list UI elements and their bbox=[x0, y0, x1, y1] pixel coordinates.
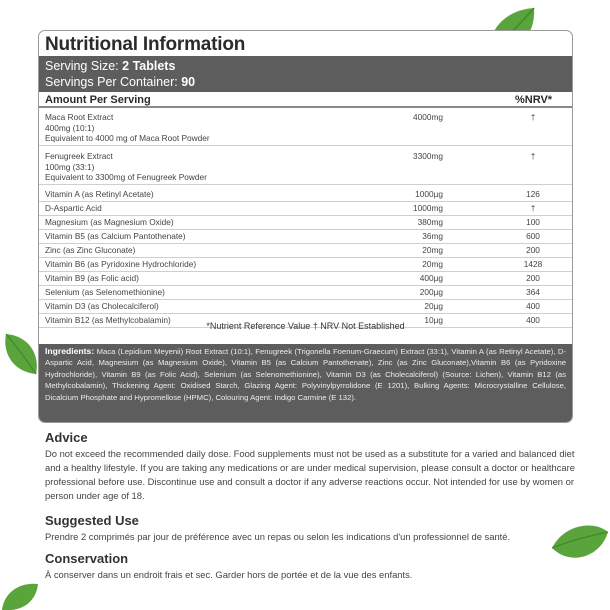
nutrient-nrv: 126 bbox=[526, 189, 540, 199]
ingredients-label: Ingredients: bbox=[45, 346, 95, 356]
nutrient-row bbox=[39, 272, 572, 286]
nutrient-name: Vitamin D3 (as Cholecalciferol) bbox=[45, 301, 159, 311]
suggested-use-section bbox=[45, 513, 575, 544]
amount-per-serving-header: Amount Per Serving bbox=[45, 94, 151, 106]
panel-title: Nutritional Information bbox=[45, 34, 246, 55]
nutrient-name: Vitamin B6 (as Pyridoxine Hydrochloride) bbox=[45, 259, 197, 269]
nutrient-amount: 200µg bbox=[419, 287, 443, 297]
nutrient-nrv: 200 bbox=[526, 273, 540, 283]
nutrient-amount: 3300mg bbox=[413, 151, 443, 161]
nutrient-name: Vitamin B5 (as Calcium Pantothenate) bbox=[45, 231, 186, 241]
amount-header-row bbox=[39, 92, 572, 108]
nutrient-amount: 20mg bbox=[422, 245, 443, 255]
nutrient-amount: 1000µg bbox=[415, 189, 443, 199]
ingredients-block bbox=[39, 344, 572, 423]
nutrient-amount: 1000mg bbox=[413, 203, 443, 213]
nrv-footnote: *Nutrient Reference Value † NRV Not Established bbox=[206, 321, 405, 331]
nutrient-nrv: † bbox=[530, 203, 536, 213]
nutrient-row bbox=[39, 300, 572, 314]
nutrient-row bbox=[39, 202, 572, 216]
nutrient-nrv: 1428 bbox=[523, 259, 543, 269]
nutrient-nrv: 364 bbox=[526, 287, 540, 297]
nutrition-panel bbox=[38, 30, 573, 423]
conservation-text: À conserver dans un endroit frais et sec. Garder hors de portée et de la vue des enfants. bbox=[45, 569, 413, 580]
nutrient-row bbox=[39, 216, 572, 230]
advice-text: Do not exceed the recommended daily dose. Food supplements must not be used as a substitute for a varied and balanced diet and a healthy lifestyle. If you are taking any medications or are under medical supervision, please consult a doctor or healthcare professional before use. Discontinue use and consult a doctor if any adverse reactions occur. Not intended for use by women or person under age of 18. bbox=[45, 448, 575, 501]
nutrient-amount: 20µg bbox=[424, 301, 443, 311]
nutrient-amount: 36mg bbox=[422, 231, 443, 241]
servings-per-container-line bbox=[45, 74, 566, 90]
nutrient-row bbox=[39, 150, 572, 185]
nutrient-detail: Equivalent to 3300mg of Fenugreek Powder bbox=[45, 172, 207, 183]
nutrient-nrv: † bbox=[530, 112, 536, 122]
nutrient-detail: 100mg (33:1) bbox=[45, 161, 95, 172]
nutrient-name: Vitamin B9 (as Folic acid) bbox=[45, 273, 139, 283]
nutrient-name: Vitamin B12 (as Methylcobalamin) bbox=[45, 315, 171, 325]
nrv-header: %NRV* bbox=[515, 94, 553, 106]
nutrient-amount: 10µg bbox=[424, 315, 443, 325]
nutrient-amount: 400µg bbox=[419, 273, 443, 283]
serving-size-value: 2 Tablets bbox=[122, 59, 176, 73]
suggested-use-text: Prendre 2 comprimés par jour de préférence avec un repas ou selon les indications d'un professionnel de santé. bbox=[45, 531, 511, 542]
conservation-title: Conservation bbox=[45, 551, 129, 566]
nutrient-amount: 20mg bbox=[422, 259, 443, 269]
nutrient-name: D-Aspartic Acid bbox=[45, 203, 102, 213]
nutrient-name: Magnesium (as Magnesium Oxide) bbox=[45, 217, 174, 227]
nutrient-detail: Equivalent to 4000 mg of Maca Root Powder bbox=[45, 133, 210, 144]
nutrient-nrv: 400 bbox=[526, 315, 540, 325]
nutrient-amount: 380mg bbox=[417, 217, 443, 227]
suggested-use-title: Suggested Use bbox=[45, 513, 139, 528]
nutrient-row bbox=[39, 188, 572, 202]
nutrient-amount: 4000mg bbox=[413, 112, 443, 122]
servings-label: Servings Per Container: bbox=[45, 75, 178, 89]
nutrient-nrv: 400 bbox=[526, 301, 540, 311]
ingredients-text: Maca (Lepidium Meyenii) Root Extract (10:1), Fenugreek (Trigonella Foenum-Graecum) Extract (33:1), Vitamin A (as Retinyl Acetate), D-Aspartic Acid, Magnesium (as Magnesium Oxide), Vitamin B5 (as Calcium Pantothenate), Zinc (as Zinc Gluconate),Vitamin B6 (as Pyridoxine Hydrochloride), Vitamin B9 (as Folic Acid), Selenium (as Selenomethionine), Vitamin D3 (as Cholecalciferol) (Source: Lichen), Vitamin B12 (as Methylcobalamin), Thickening Agent: Oxidised Starch, Glazing Agent: Polyvinylpyrrolidone (E 1201), Bulking Agents: Microcrystalline Cellulose, Dicalcium Phosphate and Hypromellose (HPMC), Colouring Agent: Indigo Carmine (E 132). bbox=[45, 347, 566, 402]
conservation-section bbox=[45, 551, 575, 582]
nutrient-name: Maca Root Extract bbox=[45, 112, 114, 122]
nutrient-nrv: 200 bbox=[526, 245, 540, 255]
serving-size-label: Serving Size: bbox=[45, 59, 119, 73]
nutrient-name: Selenium (as Selenomethionine) bbox=[45, 287, 165, 297]
nutrient-row bbox=[39, 258, 572, 272]
nutrient-nrv: 600 bbox=[526, 231, 540, 241]
nutrient-name: Zinc (as Zinc Gluconate) bbox=[45, 245, 136, 255]
serving-band bbox=[39, 56, 572, 92]
nutrient-name: Vitamin A (as Retinyl Acetate) bbox=[45, 189, 154, 199]
advice-section bbox=[45, 430, 575, 503]
nutrient-name: Fenugreek Extract bbox=[45, 151, 113, 161]
serving-size-line bbox=[45, 58, 566, 74]
nutrient-row bbox=[39, 111, 572, 146]
leaf-bottom-left-icon bbox=[0, 580, 40, 610]
nutrient-row bbox=[39, 244, 572, 258]
nutrient-row bbox=[39, 286, 572, 300]
servings-value: 90 bbox=[181, 75, 196, 89]
nutrient-nrv: † bbox=[530, 151, 536, 161]
nutrient-detail: 400mg (10:1) bbox=[45, 122, 95, 133]
nutrient-nrv: 100 bbox=[526, 217, 540, 227]
advice-title: Advice bbox=[45, 430, 88, 445]
nutrient-row bbox=[39, 230, 572, 244]
leaf-left-icon bbox=[0, 330, 42, 378]
